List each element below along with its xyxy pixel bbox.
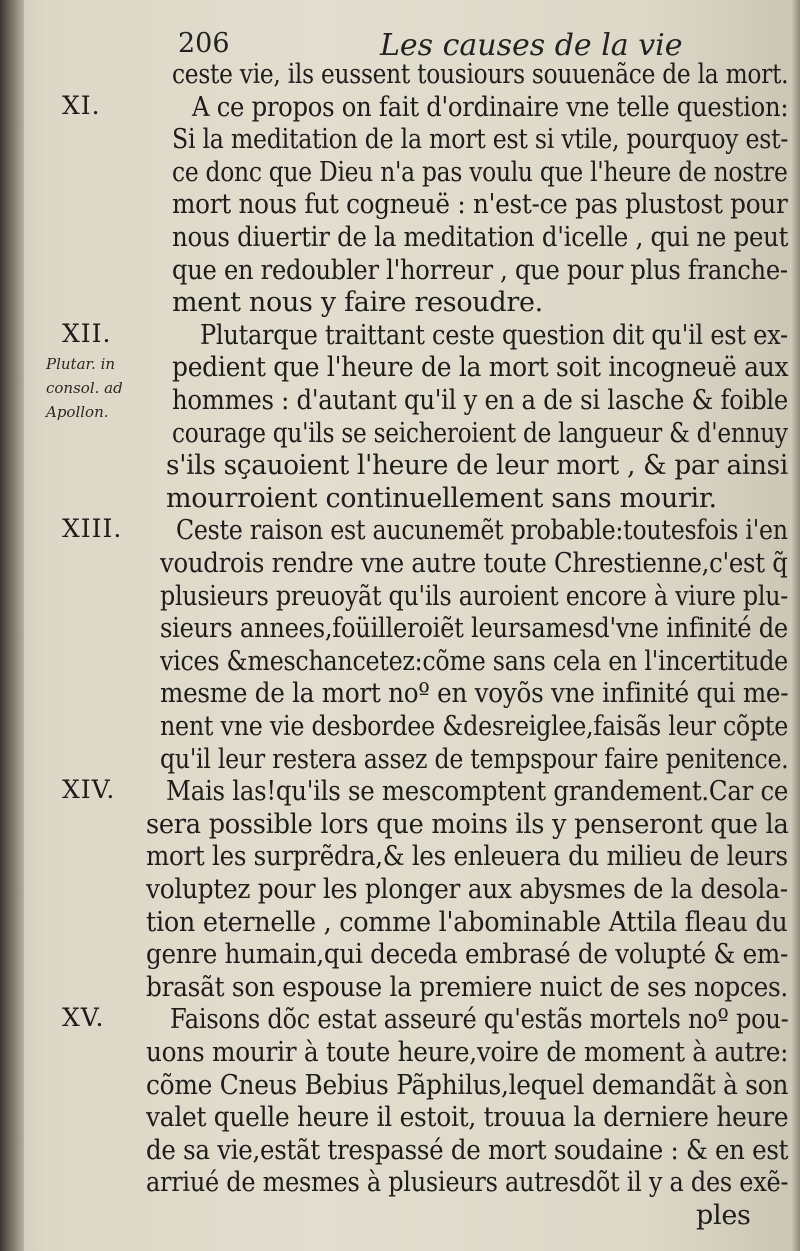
text-line-content: Mais las!qu'ils se mescomptent grandement.Car ce [166,776,789,808]
text-line-content: que en redoubler l'horreur , que pour plus franche- [172,254,788,286]
text-line-content: de sa vie,estãt trespassé de mort soudaine : & en est [146,1134,789,1166]
text-line-content: nent vne vie desbordee &desreiglee,faisãs leur cõpte [160,711,789,742]
section-number: XV. [62,1003,105,1033]
text-line-content: ples [696,1200,751,1231]
text-line-content: voudrois rendre vne autre toute Chrestienne,c'est q̃ [160,548,788,579]
text-line-content: genre humain,qui deceda embrasé de volupté & em- [146,939,788,971]
text-line-content: courage qu'ils se seicheroient de langueur & d'ennuy [172,417,788,449]
text-line-content: mort nous fut cogneuë : n'est-ce pas plustost pour [172,189,788,221]
text-line-content: sieurs annees,foüilleroiẽt leursamesd'vne infinité de [160,613,788,645]
text-line-content: cõme Cneus Bebius Pãphilus,lequel demandãt à son [146,1069,789,1101]
text-line [0,1199,800,1239]
text-line-content: mourroient continuellement sans mourir. [166,482,717,514]
text-line-content: qu'il leur restera assez de tempspour faire penitence. [160,743,789,775]
text-line-content: A ce propos on fait d'ordinaire vne telle question: [192,91,789,123]
section-number: XI. [62,90,101,120]
text-line-content: tion eternelle , comme l'abominable Attila fleau du [146,906,788,938]
text-line-content: brasãt son espouse la premiere nuict de ses nopces. [146,971,789,1003]
text-line-content: arriué de mesmes à plusieurs autresdõt il y a des exẽ- [146,1167,789,1199]
text-line-content: hommes : d'autant qu'il y en a de si lasche & foible [172,385,789,416]
text-line-content: nous diuertir de la meditation d'icelle , qui ne peut [172,222,789,253]
text-line-content: ceste vie, ils eussent tousiours souuenãce de la mort. [172,59,789,90]
section-number: XII. [62,318,112,348]
margin-note-line: consol. ad [46,379,123,397]
text-line-content: Faisons dõc estat asseuré qu'estãs mortels noº pou- [170,1004,789,1036]
page-number: 206 [178,28,230,59]
text-line-content: voluptez pour les plonger aux abysmes de la desola- [146,874,788,905]
text-line-content: plusieurs preuoyãt qu'ils auroient encore à viure plu- [160,580,789,612]
running-title: Les causes de la vie [380,28,683,63]
text-line-content: vices &meschancetez:cõme sans cela en l'incertitude [160,645,788,677]
margin-note-line: Apollon. [46,403,109,421]
section-number: XIII. [62,514,123,544]
text-line-content: sera possible lors que moins ils y penseront que la [146,808,789,840]
text-line-content: valet quelle heure il estoit, trouua la derniere heure [146,1102,789,1134]
text-line-content: Ceste raison est aucunemẽt probable:toutesfois i'en [176,515,788,547]
text-line-content: Si la meditation de la mort est si vtile, pourquoy est- [172,124,789,156]
text-line-content: ce donc que Dieu n'a pas voulu que l'heure de nostre [172,156,788,188]
text-line-content: mesme de la mort noº en voyõs vne infinité qui me- [160,678,789,710]
text-line-content: s'ils sçauoient l'heure de leur mort , & par ainsi [166,450,788,482]
margin-note [46,352,123,424]
text-line-content: ment nous y faire resoudre. [172,287,543,319]
text-line-content: pedient que l'heure de la mort soit incogneuë aux [172,352,789,384]
margin-note-line: Plutar. in [46,355,116,373]
text-line-content: uons mourir à toute heure,voire de moment à autre: [146,1037,789,1068]
section-number: XIV. [62,775,116,805]
text-line-content: mort les surprẽdra,& les enleuera du milieu de leurs [146,841,788,873]
text-line-content: Plutarque traittant ceste question dit qu'il est ex- [200,319,788,351]
